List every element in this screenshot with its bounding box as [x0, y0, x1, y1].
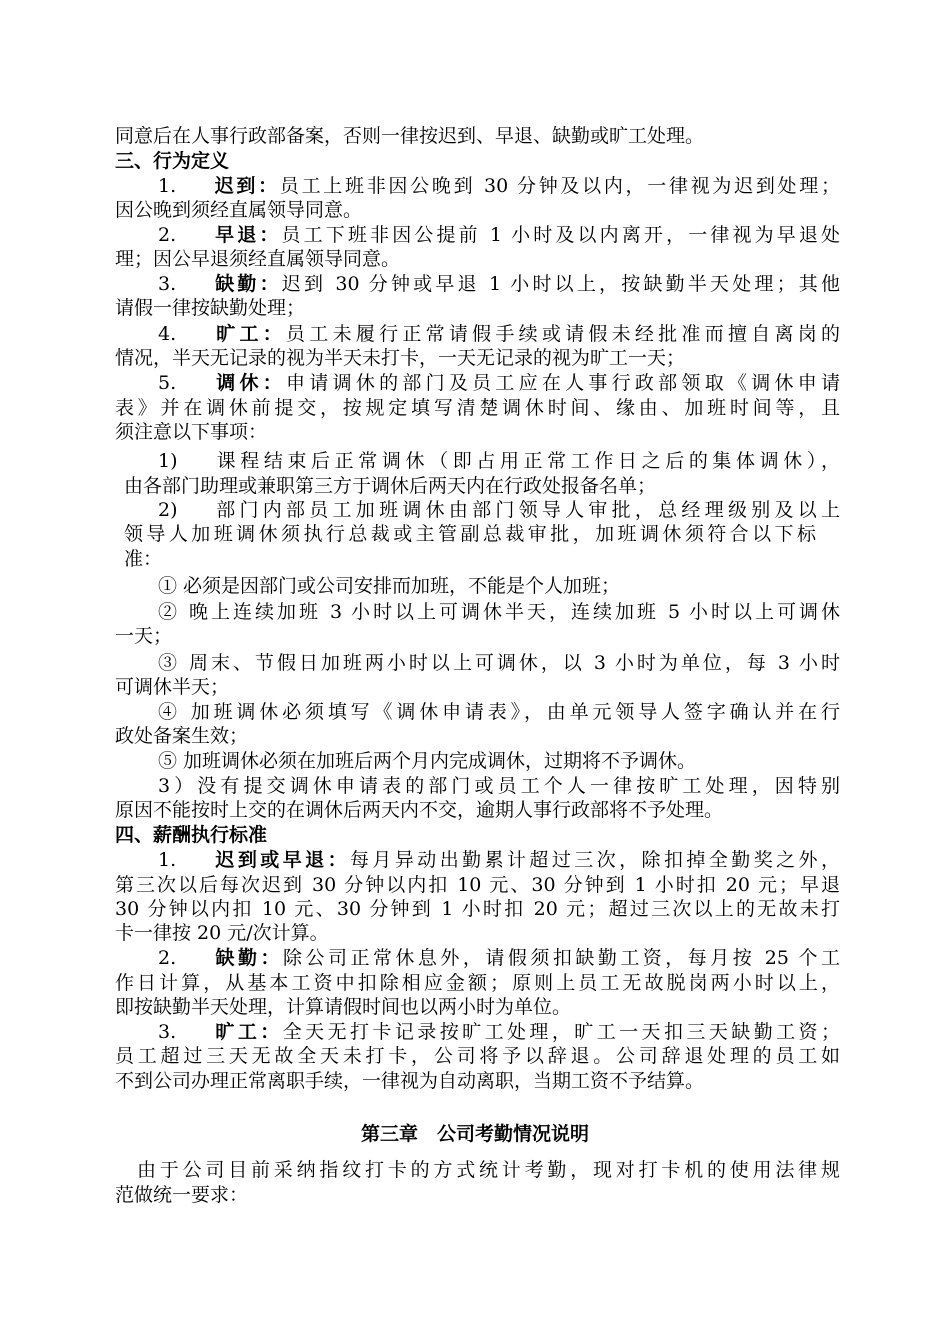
s3-item4-text1: 员工未履行正常请假手续或请假未经批准而擅自离岗的 [286, 323, 840, 345]
s3-item3-text1: 迟到 30 分钟或早退 1 小时以上，按缺勤半天处理；其他 [281, 273, 840, 295]
s4-item3-line2: 员工超过三天无故全天未打卡，公司将予以辞退。公司辞退处理的员工如 [115, 1045, 840, 1067]
s3-sub1-line1 [158, 449, 840, 473]
s3-c5: ⑤ 加班调休必须在加班后两个月内完成调休，过期将不予调休。 [158, 750, 697, 772]
s3-c3-line1: ③ 周末、节假日加班两小时以上可调休，以 3 小时为单位，每 3 小时 [158, 652, 840, 674]
s3-c2-line2: 一天； [115, 625, 173, 647]
s3-item2-line2: 理；因公早退须经直属领导同意。 [115, 248, 401, 270]
s3-sub2-num: 2) [158, 499, 178, 521]
s4-item1-line4: 卡一律按 20 元/次计算。 [115, 922, 329, 944]
s3-sub1-line2: 由各部门助理或兼职第三方于调休后两天内在行政处报备名单； [124, 475, 657, 497]
s4-item2-num: 2. [158, 947, 177, 969]
s4-item2-line2: 作日计算，从基本工资中扣除相应金额；原则上员工无故脱岗两小时以上， [115, 972, 840, 994]
s3-c4-line2: 政处备案生效； [115, 725, 249, 747]
s4-item1-line1 [158, 848, 840, 872]
s3-c3-line2: 可调休半天； [115, 676, 230, 698]
s3-item3-keyword: 缺勤： [212, 273, 282, 295]
s3-item1-text1: 员工上班非因公晚到 30 分钟及以内，一律视为迟到处理； [279, 175, 840, 197]
s4-item3-line3: 不到公司办理正常离职手续，一律视为自动离职，当期工资不予结算。 [115, 1070, 705, 1092]
s3-item1-line1 [158, 174, 840, 198]
s3-item2-num: 2. [158, 224, 177, 246]
s3-item1-keyword: 迟到： [212, 175, 280, 197]
s4-item1-keyword: 迟到或早退： [212, 849, 350, 871]
s3-c2-line1: ② 晚上连续加班 3 小时以上可调休半天，连续加班 5 小时以上可调休 [158, 601, 840, 623]
s3-item5-line1 [158, 371, 840, 395]
s4-item2-line1 [158, 946, 840, 970]
s4-item2-line3: 即按缺勤半天处理，计算请假时间也以两小时为单位。 [115, 996, 572, 1018]
s3-c1: ① 必须是因部门或公司安排而加班，不能是个人加班； [158, 575, 621, 597]
s3-item3-num: 3. [158, 273, 177, 295]
chapter3-p1-line1: 由于公司目前采纳指纹打卡的方式统计考勤，现对打卡机的使用法律规 [137, 1159, 840, 1181]
chapter3-title: 第三章 公司考勤情况说明 [360, 1123, 589, 1145]
s3-item3-line2: 请假一律按缺勤处理； [115, 297, 306, 319]
s3-item1-line2: 因公晚到须经直属领导同意。 [115, 199, 363, 221]
s3-item2-line1 [158, 223, 840, 247]
s4-item3-line1 [158, 1020, 840, 1044]
s4-item3-num: 3. [158, 1021, 177, 1043]
s3-sub1-text1: 课程结束后正常调休（即占用正常工作日之后的集体调休）， [212, 450, 840, 472]
s3-item5-keyword: 调休： [212, 372, 287, 394]
s4-item1-num: 1. [158, 849, 177, 871]
s3-sub3-line2: 原因不能按时上交的在调休后两天内不交，逾期人事行政部将不予处理。 [115, 799, 724, 821]
s3-sub2-line1 [158, 498, 840, 522]
section3-heading: 三、行为定义 [115, 150, 230, 172]
s4-item1-line2: 第三次以后每次迟到 30 分钟以内扣 10 元、30 分钟到 1 小时扣 20 元；早退 [115, 874, 840, 896]
s4-item2-text1: 除公司正常休息外，请假须扣缺勤工资，每月按 25 个工 [282, 947, 840, 969]
s3-item5-line2: 表》并在调休前提交，按规定填写清楚调休时间、缘由、加班时间等，且 [115, 397, 840, 419]
s3-item4-line1 [158, 322, 840, 346]
s3-sub2-line2: 领导人加班调休须执行总裁或主管副总裁审批，加班调休须符合以下标 [124, 523, 816, 545]
section4-heading: 四、薪酬执行标准 [115, 824, 268, 846]
s3-sub1-num: 1) [158, 450, 178, 472]
s3-item4-num: 4. [158, 323, 177, 345]
s3-item4-keyword: 旷工： [212, 323, 287, 345]
s3-item5-text1: 申请调休的部门及员工应在人事行政部领取《调休申请 [286, 372, 840, 394]
s3-sub2-text1: 部门内部员工加班调休由部门领导人审批，总经理级别及以上 [212, 499, 840, 521]
s3-item5-line3: 须注意以下事项： [115, 421, 268, 443]
s3-item5-num: 5. [158, 372, 177, 394]
s3-sub3-line1: 3）没有提交调休申请表的部门或员工个人一律按旷工处理，因特别 [158, 775, 840, 797]
s3-item2-text1: 员工下班非因公提前 1 小时及以内离开，一律视为早退处 [281, 224, 840, 246]
s4-item3-keyword: 旷工： [212, 1021, 283, 1043]
s3-c4-line1: ④ 加班调休必须填写《调休申请表》，由单元领导人签字确认并在行 [158, 701, 840, 723]
s3-item2-keyword: 早退： [212, 224, 282, 246]
s4-item1-line3: 30 分钟以内扣 10 元、30 分钟到 1 小时扣 20 元；超过三次以上的无故未打 [115, 898, 840, 920]
s3-item4-line2: 情况，半天无记录的视为半天未打卡，一天无记录的视为旷工一天； [115, 347, 686, 369]
s3-sub2-line3: 准： [124, 548, 163, 570]
line-top: 同意后在人事行政部备案，否则一律按迟到、早退、缺勤或旷工处理。 [115, 125, 705, 147]
s4-item2-keyword: 缺勤： [212, 947, 283, 969]
s3-item1-num: 1. [158, 175, 177, 197]
s4-item1-text1: 每月异动出勤累计超过三次，除扣掉全勤奖之外， [350, 849, 840, 871]
chapter3-p1-line2: 范做统一要求： [115, 1184, 249, 1206]
s3-item3-line1 [158, 272, 840, 296]
s4-item3-text1: 全天无打卡记录按旷工处理，旷工一天扣三天缺勤工资； [282, 1021, 840, 1043]
